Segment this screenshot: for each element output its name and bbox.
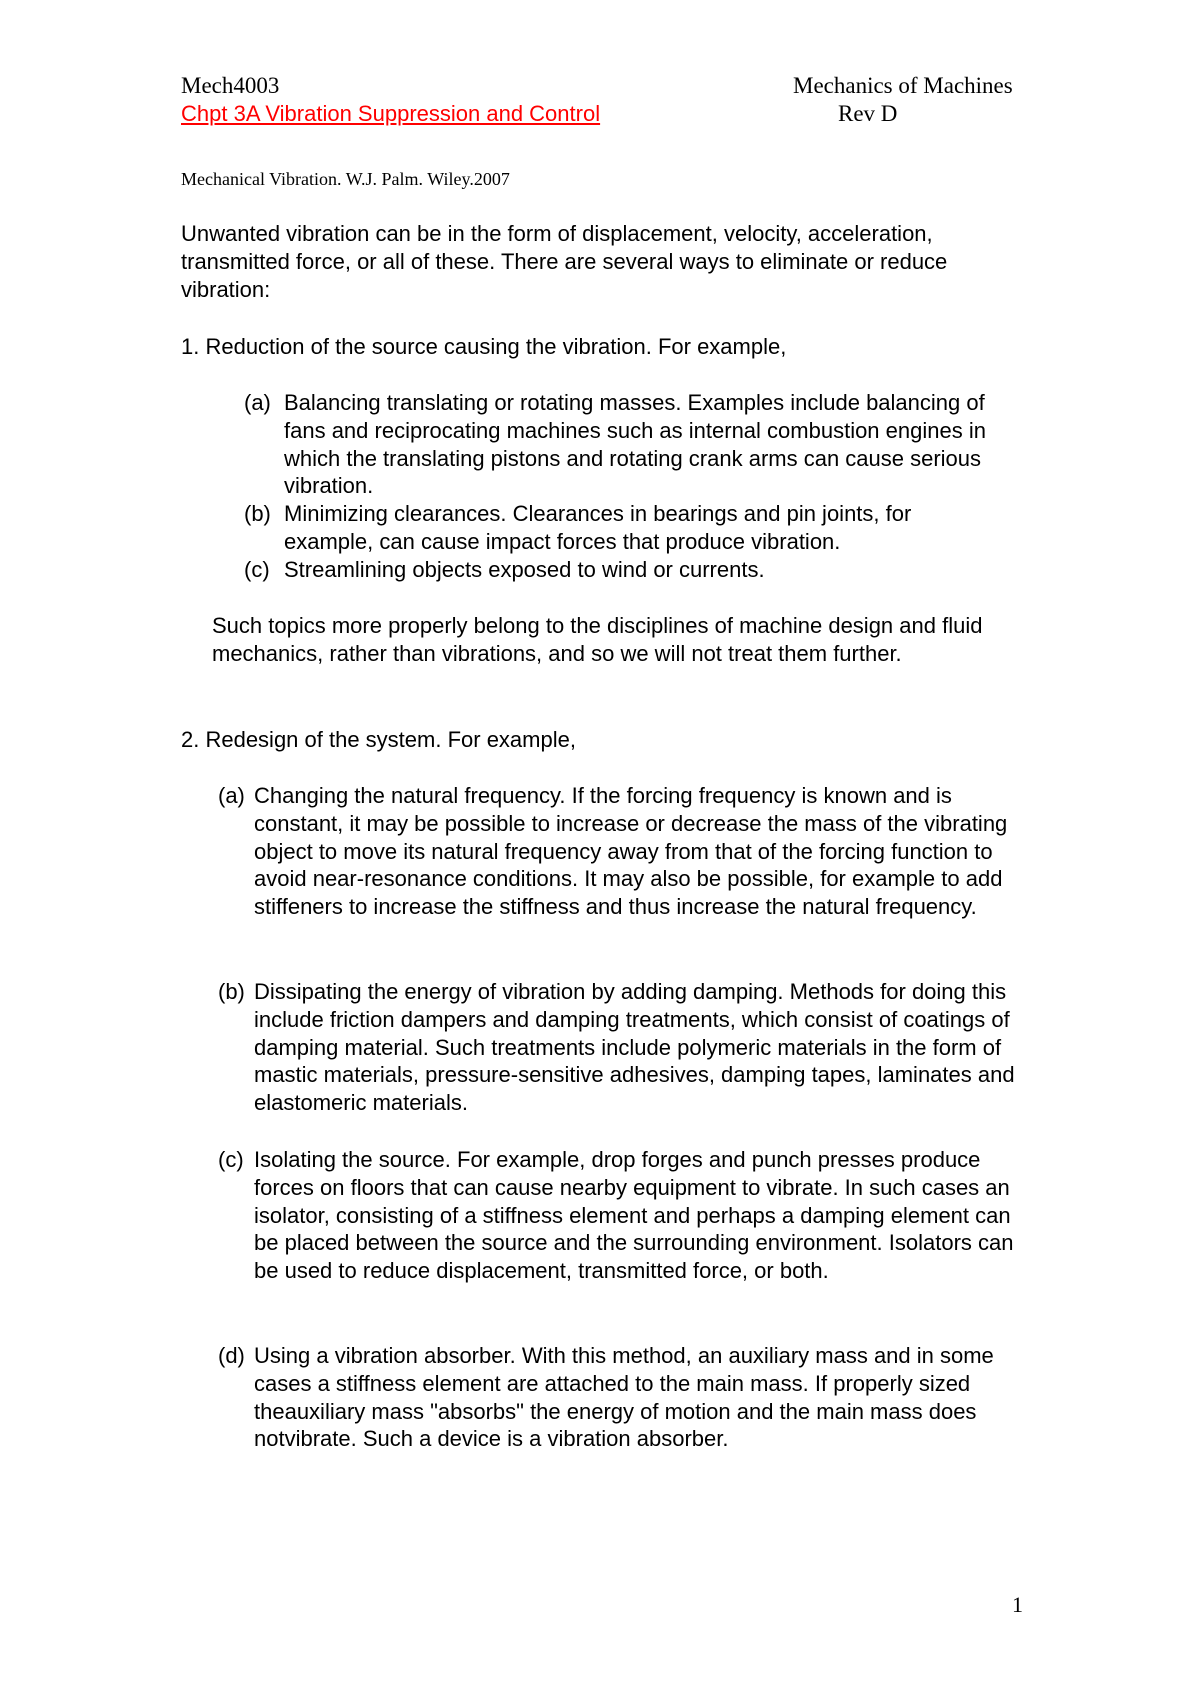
list-item [218, 1342, 1038, 1453]
revision-label: Rev D [838, 101, 898, 126]
item-label: (c) [244, 556, 270, 582]
list-item [218, 1146, 1038, 1285]
item-text: Streamlining objects exposed to wind or currents. [284, 556, 765, 582]
list-item [244, 500, 1004, 556]
course-code: Mech4003 [181, 73, 280, 98]
list-item [244, 389, 1004, 500]
reference-citation: Mechanical Vibration. W.J. Palm. Wiley.2007 [181, 169, 510, 189]
item-text: Isolating the source. For example, drop forges and punch presses produce forces on floors that can cause nearby equipment to vibrate. In such cases an isolator, consisting of a stiffness element and perhaps a damping element can be placed between the source and the surrounding environment. Isolators can be used to reduce displacement, transmitted force, or both. [254, 1147, 1014, 1284]
item-label: (a) [244, 390, 271, 415]
item-label: (c) [218, 1147, 244, 1172]
list-item [218, 978, 1038, 1117]
list-item [218, 782, 1038, 921]
item-label: (b) [244, 501, 271, 527]
item-text: Dissipating the energy of vibration by adding damping. Methods for doing this include friction dampers and damping treatments, which consist of coatings of damping material. Such treatments include polymeric materials in the form of mastic materials, pressure-sensitive adhesives, damping tapes, laminates and elastomeric materials. [254, 979, 1015, 1116]
intro-paragraph: Unwanted vibration can be in the form of displacement, velocity, acceleration, transmitted force, or all of these. There are several ways to eliminate or reduce vibration: [181, 221, 948, 302]
item-text: Using a vibration absorber. With this method, an auxiliary mass and in some cases a stiffness element are attached to the main mass. If properly sized theauxiliary mass "absorbs" the energy of motion and the main mass does notvibrate. Such a device is a vibration absorber. [254, 1343, 994, 1452]
section-2-heading: 2. Redesign of the system. For example, [181, 727, 576, 752]
section-1-list [244, 389, 1004, 584]
item-text: Minimizing clearances. Clearances in bearings and pin joints, for example, can cause impact forces that produce vibration. [284, 501, 912, 554]
page-number: 1 [1012, 1592, 1023, 1617]
course-title: Mechanics of Machines [793, 73, 1013, 98]
chapter-title-link[interactable]: Chpt 3A Vibration Suppression and Control [181, 101, 601, 126]
item-label: (a) [218, 783, 245, 808]
section-1-heading: 1. Reduction of the source causing the vibration. For example, [181, 334, 787, 359]
item-label: (b) [218, 979, 245, 1004]
item-text: Balancing translating or rotating masses. Examples include balancing of fans and reciprocating machines such as internal combustion engines in which the translating pistons and rotating crank arms can cause serious vibration. [284, 390, 986, 499]
list-item [244, 556, 1004, 584]
section-1-note: Such topics more properly belong to the disciplines of machine design and fluid mechanics, rather than vibrations, and so we will not treat them further. [212, 613, 983, 666]
item-label: (d) [218, 1343, 245, 1368]
item-text: Changing the natural frequency. If the forcing frequency is known and is constant, it may be possible to increase or decrease the mass of the vibrating object to move its natural frequency away from that of the forcing function to avoid near-resonance conditions. It may also be possible, for example to add stiffeners to increase the stiffness and thus increase the natural frequency. [254, 783, 1008, 920]
